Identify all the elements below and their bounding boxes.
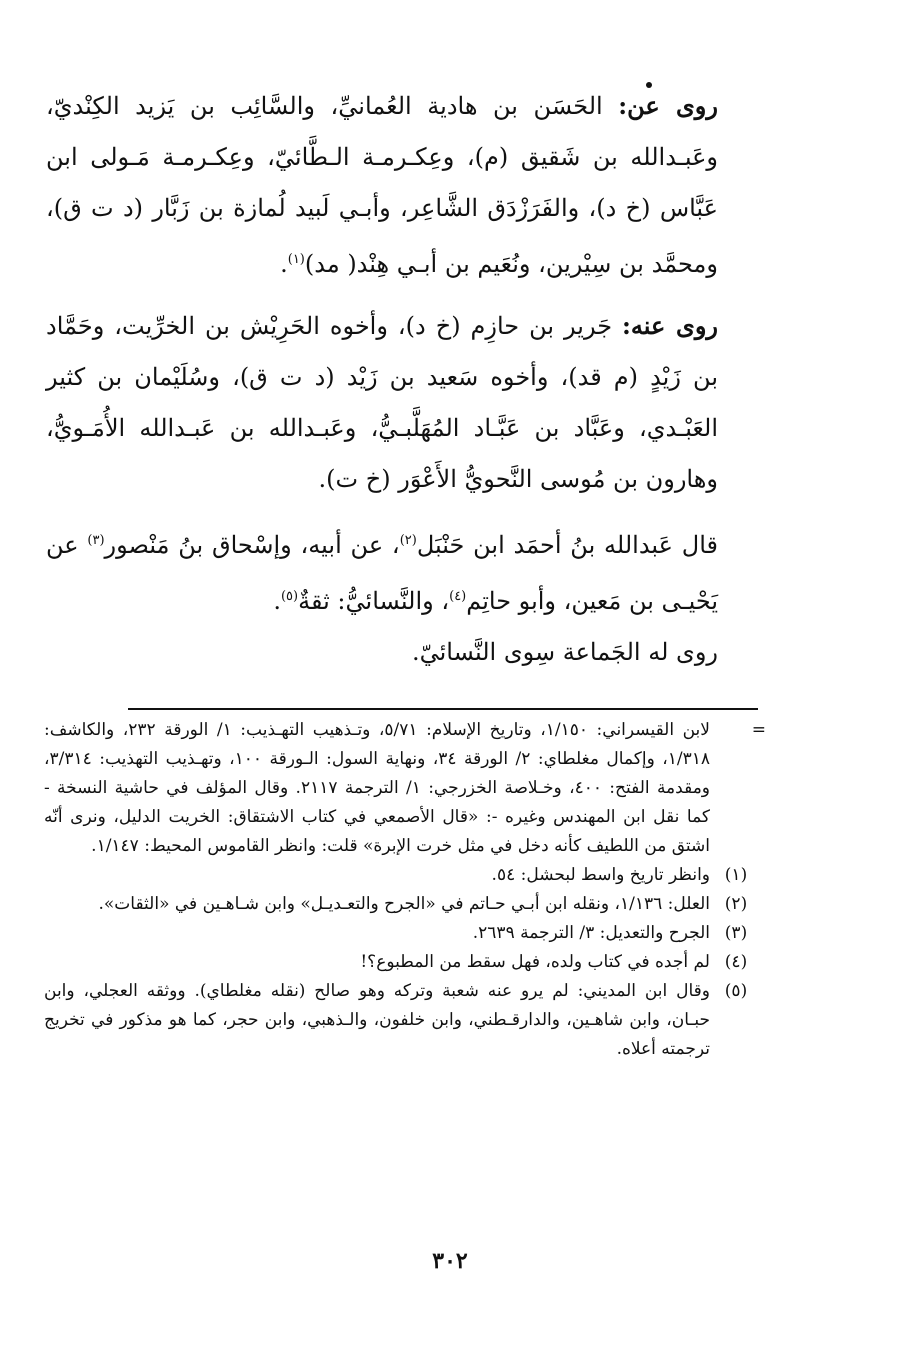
footnote-text: العلل: ١/١٣٦، ونقله ابن أبـي حـاتم في «الجرح والتعـديـل» وابن شـاهـين في «الثقات». <box>98 894 710 914</box>
text-rawa-an: الحَسَن بن هادية العُمانيِّ، والسَّائِب بن يَزيد الكِنْديّ، وعَبـدالله بن شَقيق (م)، وعِكـرمـة الـطَّائيّ، وعِكـرمـة مَـولى ابن عَبَّاس (خ د)، والفَرَزْدَق الشَّاعِر، وأبـي لَبيد لُمازة بن زَبَّار (د ت ق)، ومحمَّد بن سِيْرين، ونُعَيم بن أبـي هِنْد( مد) <box>46 92 718 278</box>
footnote-text: الجرح والتعديل: ٣/ الترجمة ٢٦٣٩. <box>472 923 710 943</box>
end-rawa-an: . <box>280 250 288 278</box>
label-rawa-anhu: روى عنه: <box>622 311 718 340</box>
footnote-ref-2: (٢) <box>399 533 417 548</box>
footnote-number: (٥) <box>724 981 748 1001</box>
text-rawa-lahu: روى له الجَماعة سِوى النَّسائيّ. <box>411 638 718 666</box>
qala-text-5: . <box>273 587 281 615</box>
footnote-text: وقال ابن المديني: لم يرو عنه شعبة وتركه وهو صالح (نقله مغلطاي). ووثقه العجلي، وابن حبـان، وابن شاهـين، والدارقـطني، وابن خلفون، والـذهبي، وابن حجر، كما هو مذكور في تخريج ترجمته أعلاه. <box>44 981 710 1059</box>
footnote-2 <box>44 890 756 919</box>
qala-text-4: ، والنَّسائيُّ: ثقةٌ <box>298 587 450 615</box>
footnote-number: (٤) <box>724 952 748 972</box>
footnote-number: (١) <box>724 865 748 885</box>
qala-text-1: قال عَبدالله بنُ أحمَد ابن حَنْبَل <box>416 531 719 559</box>
label-rawa-an: روى عن: <box>618 91 718 120</box>
footnote-1 <box>44 861 756 890</box>
footnote-ref-5: (٥) <box>280 589 299 604</box>
paragraph-rawa-an <box>46 80 758 290</box>
footnote-ref-3: (٣) <box>87 533 105 548</box>
footnote-ref-1: (١) <box>287 252 305 267</box>
footnote-separator <box>128 708 758 710</box>
footnote-number: (٣) <box>724 923 748 943</box>
footnote-4 <box>44 948 756 977</box>
qala-text-3: عن يَحْيـى بن مَعين، وأبو حاتِم <box>46 531 718 615</box>
footnote-5 <box>44 977 756 1064</box>
footnote-continuation <box>44 716 766 861</box>
paragraph-rawa-lahu <box>46 627 758 678</box>
paragraph-qala <box>46 515 758 627</box>
footnotes <box>44 716 766 1064</box>
footnote-number: (٢) <box>724 894 748 914</box>
footnote-continuation-text: لابن القيسراني: ١/١٥٠، وتاريخ الإسلام: ٥/٧١، وتـذهيب التهـذيب: ١/ الورقة ٢٣٢، والكاشف: ١/٣١٨، وإكمال مغلطاي: ٢/ الورقة ٣٤، ونهاية السول: الـورقة ١٠٠، وتهـذيب التهذيب: ٣/٣١٤، ومقدمة الفتح: ٤٠٠، وخـلاصة الخزرجي: ١/ الترجمة ٢١١٧. وقال المؤلف في حاشية النسخة - كما نقل ابن المهندس وغيره -: «قال الأصمعي في كتاب الاشتقاق: الخريت الدليل، ونرى أنّه اشتق من اللطيف كأنه دخل في مثل خرت الإبرة» قلت: وانظر القاموس المحيط: ١/١٤٧. <box>44 720 711 856</box>
footnote-text: لم أجده في كتاب ولده، فهل سقط من المطبوع؟! <box>360 952 710 972</box>
main-text <box>46 80 758 678</box>
page-number: ٣٠٢ <box>432 1248 468 1274</box>
text-rawa-anhu: جَرير بن حازِم (خ د)، وأخوه الحَرِيْش بن الخرِّيت، وحَمَّاد بن زَيْدٍ (م قد)، وأخوه سَعيد بن زَيْد (د ت ق)، وسُلَيْمان بن كثير العَبْـدي، وعَبَّاد بن عَبَّـاد المُهَلَّبـيُّ، وعَبـدالله بن عَبـدالله الأُمَـويُّ، وهارون بن مُوسى النَّحويُّ الأَعْوَر (خ ت). <box>46 312 718 493</box>
qala-text-2: ، عن أبيه، وإسْحاق بنُ مَنْصور <box>104 531 400 559</box>
footnote-ref-4: (٤) <box>449 589 467 604</box>
paragraph-rawa-anhu <box>46 300 758 505</box>
footnote-text: وانظر تاريخ واسط لبحشل: ٥٤. <box>491 865 710 885</box>
footnote-3 <box>44 919 756 948</box>
continuation-marker: = <box>751 720 766 740</box>
